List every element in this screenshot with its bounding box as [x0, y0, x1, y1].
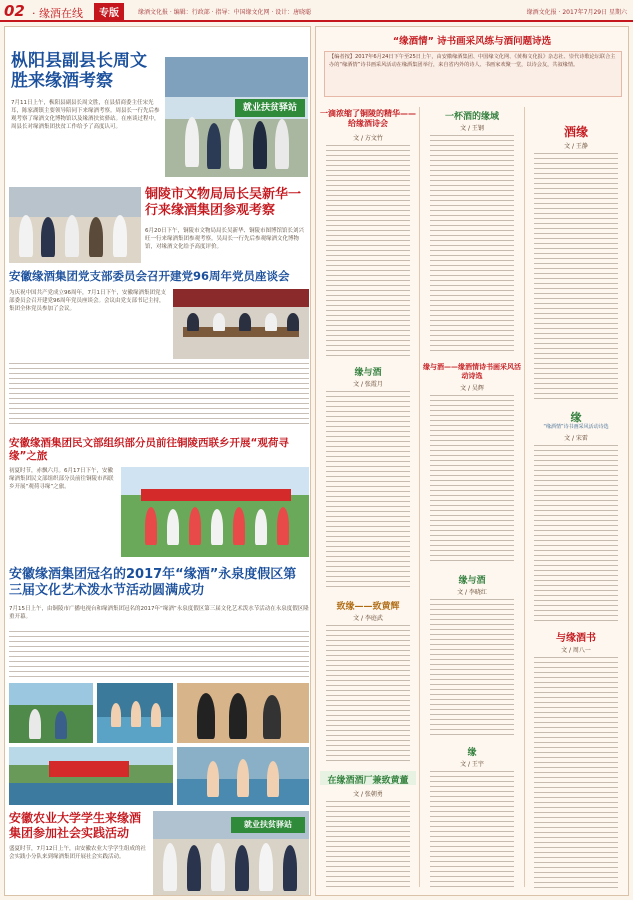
poem-10-text-lines [534, 657, 618, 889]
poetry-section-title: “缘酒情” 诗书画采风练与酒问题诗选 [392, 36, 552, 47]
poem-12-title: 缘 [467, 748, 477, 758]
article-5-photo-2 [97, 683, 173, 743]
article-1-body: 7月11日上午，枞阳县副县长周文胜，在县招商委主任宋光耳，陈家湖镇主要领导陪同下来缘酒考察。周县长一行先后参观考察了缘酒文化博物馆以及缘酒扶贫驿站。在座谈过程中，周县长对缘酒集团扶贫工作给予了高度认可。 [11, 100, 160, 130]
article-6-photo [153, 811, 309, 895]
poem-11-title: 在缘酒酒厂兼致黄董 [327, 776, 409, 786]
article-5-photo-4 [9, 747, 173, 805]
article-5-photo-5 [177, 747, 309, 805]
article-5-body: 7月15日上午，由铜陵市广播电视台和缘酒集团冠名的2017年“缘酒”永泉度假区第三届文化艺术泼水节活动在永泉度假区隆重开幕。 [9, 606, 309, 620]
poem-2-author: 文 / 王钢 [460, 125, 484, 132]
article-1-photo [165, 57, 308, 177]
poem-5-title: 缘与酒——缘酒情诗书画采风活动诗选 [423, 363, 521, 380]
poem-6-text-lines [534, 445, 618, 621]
poem-1-author: 文 / 方文竹 [353, 135, 383, 142]
poem-7-subtitle: “缘酒情”诗书画采风活动诗选 [543, 424, 609, 430]
article-3-text-lines [9, 363, 309, 427]
poem-11-author: 文 / 张朝勇 [353, 791, 383, 798]
poem-12-text-lines [430, 771, 514, 889]
article-4-title: 安徽缘酒集团民文部组织部分员前往铜陵西联乡开展“观荷寻缘”之旅 [9, 437, 289, 462]
poem-3-title: 酒缘 [563, 125, 588, 139]
poem-4-title: 缘与酒 [354, 368, 382, 378]
column-divider-1 [419, 107, 420, 887]
article-5-photo-1 [9, 683, 93, 743]
poem-2-title: 一杯酒的缘域 [444, 112, 499, 122]
poem-12-author: 文 / 王宇 [460, 761, 484, 768]
article-1-title: 枞阳县副县长周文胜来缘酒考察 [11, 51, 147, 91]
poem-8-title: 致缘——致黄辉 [336, 602, 400, 612]
poem-8-text-lines [326, 625, 410, 763]
poem-5-author: 文 / 吴辉 [460, 385, 484, 392]
poem-1-text-lines [326, 145, 410, 359]
poetry-intro: 【编者按】2017年6月24日下午至25日上午，由安徽缘酒集团、中国缘文化网、《黄梅文化报》杂志社、崇代诗歌论坛联合主办的“缘酒情”诗书画采风活动在缘酒集团举行，来自省内外的诗人、书画家欢聚一堂，以诗会友，共叙缘情。 [324, 51, 622, 97]
news-column [4, 26, 311, 896]
article-6-title: 安徽农业大学学生来缘酒集团参加社会实践活动 [9, 811, 142, 840]
poem-6-title: 缘 [570, 411, 582, 424]
article-3-body: 为庆祝中国共产党成立96周年，7月1日下午，安徽缘酒集团党支部委员会召开建党96周年党员座谈会。会议由党支部书记主持，集团全体党员参加了会议。 [9, 290, 166, 312]
masthead-date: 缘酒文化报 · 2017年7月29日 星期六 [526, 9, 627, 16]
poverty-station-sign-2: 就业扶贫驿站 [231, 817, 305, 833]
poem-1-title: 一滴浓缩了铜陵的精华——给缘酒诗会 [320, 109, 416, 128]
poem-8-author: 文 / 李庭武 [353, 615, 383, 622]
article-3-photo [173, 289, 309, 359]
poem-3-text-lines [534, 153, 618, 403]
poem-3-author: 文 / 王静 [564, 143, 588, 150]
poetry-column [315, 26, 629, 896]
poem-9-author: 文 / 李晓红 [457, 589, 487, 596]
poverty-station-sign: 就业扶贫驿站 [235, 99, 305, 117]
poem-9-text-lines [430, 599, 514, 737]
page-number: 02 [4, 2, 25, 20]
article-5-photo-3 [177, 683, 309, 743]
poem-4-text-lines [326, 391, 410, 591]
article-6-body: 盛夏时节，7月12日上午，由安徽农业大学学生组成的社会实践小分队来到缘酒集团开展社会实践活动。 [9, 846, 146, 860]
poem-10-title: 与缘酒书 [556, 633, 596, 644]
column-divider-2 [524, 107, 525, 887]
poem-5-text-lines [430, 395, 514, 565]
poem-4-author: 文 / 张霞月 [353, 381, 383, 388]
article-4-photo [121, 467, 309, 557]
article-5-title: 安徽缘酒集团冠名的2017年“缘酒”永泉度假区第三届文化艺术泼水节活动圆满成功 [9, 567, 297, 598]
article-2-body: 6月20日下午，铜陵市文物局局长吴新华、铜陵市图博馆馆长刘兴旺一行来缘酒集团参观考察。吴局长一行先后参观缘酒文化博物馆，对缘酒文化给予高度评价。 [145, 228, 304, 250]
poem-2-text-lines [430, 135, 514, 355]
article-4-body: 初夏时节，赤飘六月。6月17日下午，安徽缘酒集团民文部组织部分员前往铜陵市西联乡开展“观荷寻缘”之旅。 [9, 468, 114, 490]
poem-11-text-lines [326, 801, 410, 889]
article-3-title: 安徽缘酒集团党支部委员会召开建党96周年党员座谈会 [9, 269, 290, 283]
poem-10-author: 文 / 周八一 [561, 647, 591, 654]
article-2-photo [9, 187, 141, 263]
poem-6-author: 文 / 宋雷 [564, 435, 588, 442]
section-badge: 专版 [94, 3, 124, 20]
masthead-info: 缘酒文化报 · 编辑：行政部 · 指导：中国缘文化网 · 设计：唐晓聪 [138, 9, 312, 16]
article-5-text-lines [9, 631, 309, 679]
poem-9-title: 缘与酒 [458, 576, 486, 586]
article-2-title: 铜陵市文物局局长吴新华一行来缘酒集团参观考察 [145, 187, 302, 218]
section-name: · 缘酒在线 [32, 7, 83, 20]
